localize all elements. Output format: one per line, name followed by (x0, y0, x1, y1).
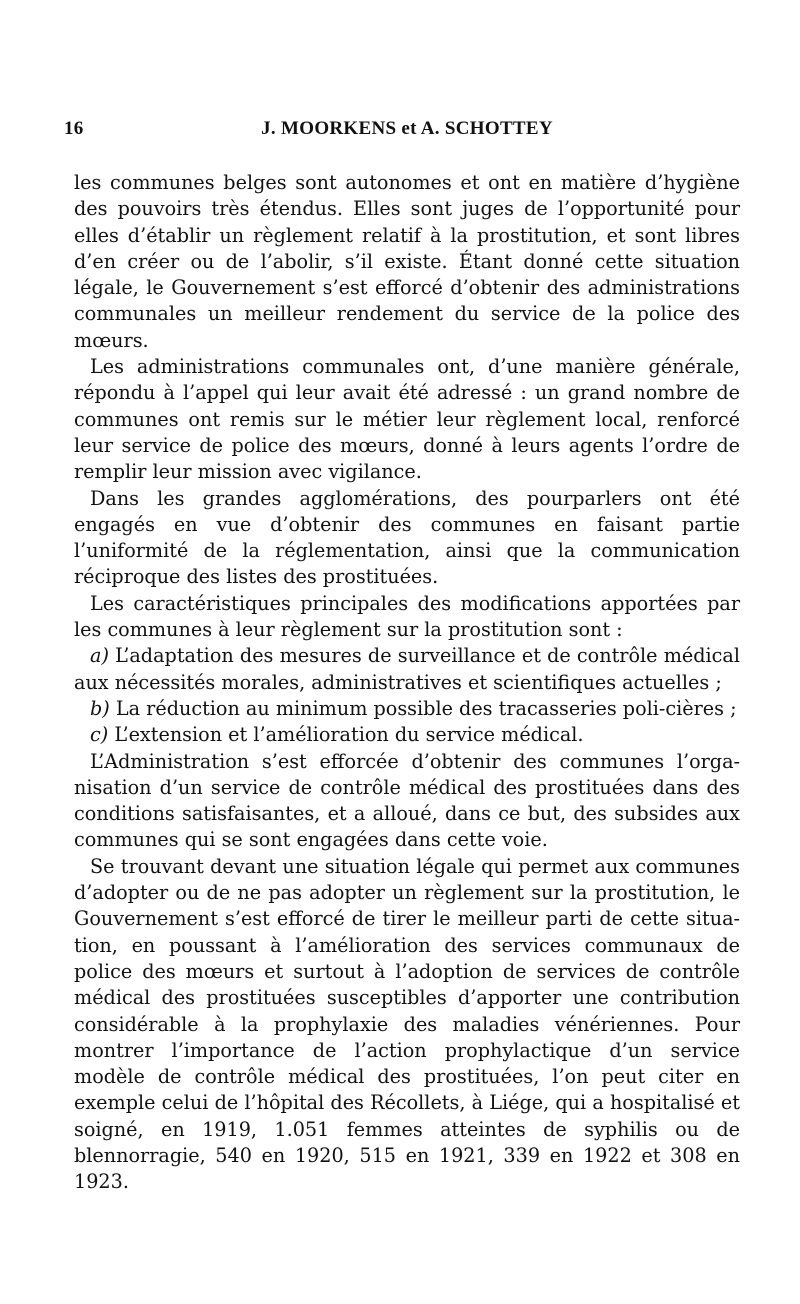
list-marker: b) (90, 696, 110, 720)
list-item-text: L’adaptation des mesures de surveillance et de contrôle médical aux nécessités morales, administratives et scientifiques actuelles ; (74, 644, 740, 694)
paragraph: L’Administration s’est efforcée d’obtenir des communes l’orga-nisation d’un service de contrôle médical des prostituées dans des conditions satisfaisantes, et a alloué, dans ce but, des subsides aux communes qui se sont engagées dans cette voie. (74, 749, 740, 852)
page-number: 16 (64, 118, 84, 139)
list-marker: a) (90, 644, 109, 668)
body-text (74, 170, 740, 1196)
list-marker: c) (90, 723, 109, 747)
list-item (74, 696, 740, 722)
paragraph: Se trouvant devant une situation légale qui permet aux communes d’adopter ou de ne pas adopter un règlement sur la prostitution, le Gouvernement s’est efforcé de tirer le meilleur parti de cette situa-tion, en poussant à l’amélioration des services communaux de police des mœurs et surtout à l’adoption de services de contrôle médical des prostituées susceptibles d’apporter une contribution considérable à la prophylaxie des maladies vénériennes. Pour montrer l’importance de l’action prophylactique d’un service modèle de contrôle médical des prostituées, l’on peut citer en exemple celui de l’hôpital des Récollets, à Liége, qui a hospitalisé et soigné, en 1919, 1.051 femmes atteintes de syphilis ou de blennorragie, 540 en 1920, 515 en 1921, 339 en 1922 et 308 en 1923. (74, 854, 740, 1194)
running-head (64, 118, 740, 148)
list-item (74, 722, 740, 748)
running-title: J. MOORKENS et A. SCHOTTEY (261, 118, 553, 139)
page (64, 118, 740, 1196)
paragraph: Les caractéristiques principales des modifications apportées par les communes à leur règlement sur la prostitution sont : (74, 591, 740, 642)
paragraph-continuation: les communes belges sont autonomes et ont en matière d’hygiène des pouvoirs très étendus. Elles sont juges de l’opportunité pour elles d’établir un règlement relatif à la prostitution, et sont libres d’en créer ou de l’abolir, s’il existe. Étant donné cette situation légale, le Gouvernement s’est efforcé d’obtenir des administrations communales un meilleur rendement du service de la police des mœurs. (74, 171, 740, 352)
paragraph: Les administrations communales ont, d’une manière générale, répondu à l’appel qui leur avait été adressé : un grand nombre de communes ont remis sur le métier leur règlement local, renforcé leur service de police des mœurs, donné à leurs agents l’ordre de remplir leur mission avec vigilance. (74, 355, 740, 484)
list-item-text: La réduction au minimum possible des tracasseries poli-cières ; (109, 696, 737, 720)
list-item (74, 643, 740, 696)
list-item-text: L’extension et l’amélioration du service médical. (108, 723, 584, 747)
paragraph: Dans les grandes agglomérations, des pourparlers ont été engagés en vue d’obtenir des communes en faisant partie l’uniformité de la réglementation, ainsi que la communication réciproque des listes des prostituées. (74, 486, 740, 589)
